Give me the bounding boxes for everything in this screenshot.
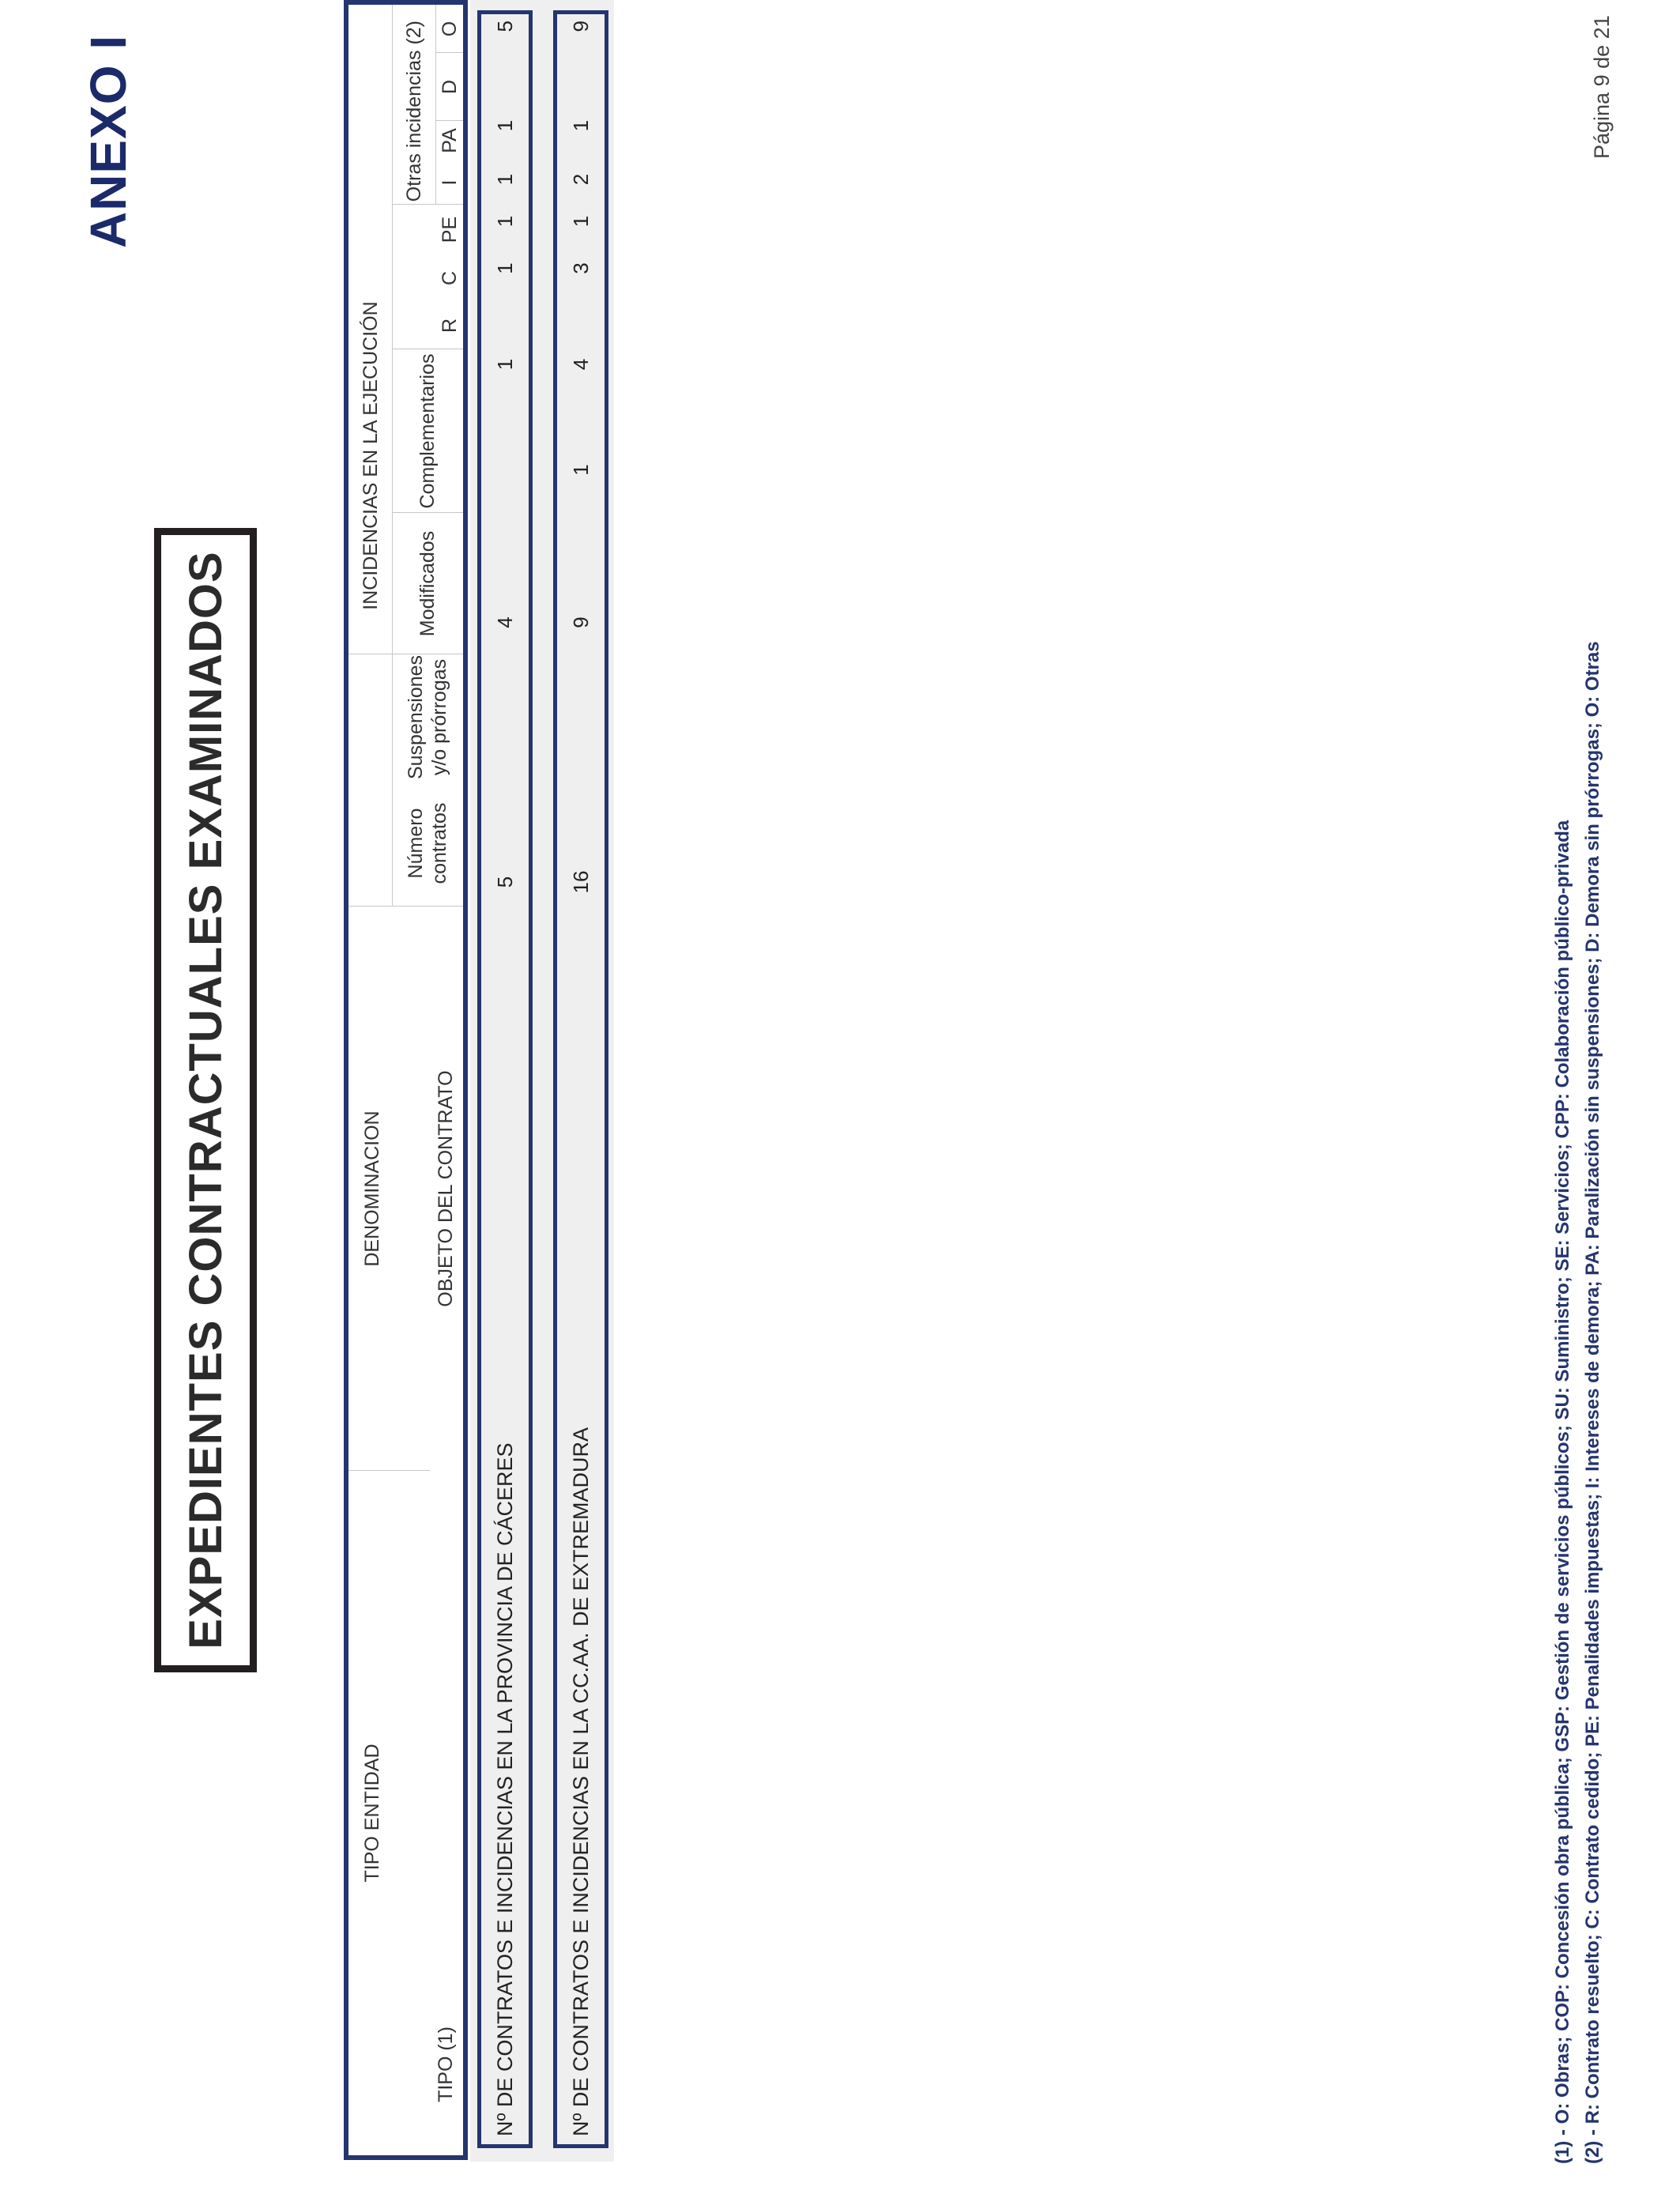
- cell-pa: 2: [568, 173, 593, 186]
- header-complementarios: Complementarios: [416, 353, 439, 509]
- cell-modificados: 9: [568, 616, 593, 628]
- header-numero-line1: Número: [405, 808, 427, 879]
- header-otras: Otras incidencias (2): [402, 21, 425, 202]
- cell-suspensiones: [557, 693, 605, 819]
- header-suspensiones-line2: y/o prórrogas: [428, 658, 450, 776]
- header-modificados: Modificados: [416, 530, 439, 637]
- page-title-box: [154, 528, 257, 1672]
- cell-i: 1: [568, 215, 593, 228]
- cell-d: 1: [492, 119, 517, 132]
- cell-pe: 1: [492, 262, 517, 274]
- header-sub-o: O: [438, 21, 461, 37]
- header-numero-line2: contratos: [428, 802, 450, 884]
- header-numero: [392, 780, 463, 907]
- page-number: Página 9 de 21: [1590, 15, 1614, 159]
- cell-pe: 3: [568, 262, 593, 274]
- header-suspensiones: [392, 654, 463, 780]
- cell-modificados: 4: [492, 616, 517, 628]
- table-header: [344, 0, 468, 2160]
- cell-complementarios: [481, 388, 529, 552]
- header-sub-r: R: [438, 318, 461, 334]
- cell-o: 5: [492, 21, 517, 32]
- cell-d: 1: [568, 119, 593, 132]
- cell-r: 1: [492, 358, 517, 371]
- header-incidencias: INCIDENCIAS EN LA EJECUCIÓN: [359, 301, 382, 610]
- annex-title: ANEXO I: [80, 34, 137, 248]
- row-label: Nº DE CONTRATOS E INCIDENCIAS EN LA PROVINCIA DE CÁCERES: [492, 1442, 517, 2136]
- footnote-2: (2) - R: Contrato resuelto; C: Contrato cedido; PE: Penalidades impuestas; I: Intereses de demora; PA: Paralización sin suspensiones; D: Demora sin prórrogas; O: Otras: [1582, 641, 1603, 2164]
- footnote-1: (1) - O: Obras; COP: Concesión obra pública; GSP: Gestión de servicios públicos; SU: Suministro; SE: Servicios; CPP: Colaboración público-privada: [1552, 820, 1573, 2164]
- header-sub-i: I: [438, 179, 461, 186]
- page-title: EXPEDIENTES CONTRACTUALES EXAMINADOS: [179, 551, 232, 1649]
- header-sub-d: D: [438, 79, 461, 95]
- table-row: [477, 10, 533, 2148]
- cell-r: 4: [568, 358, 593, 371]
- cell-numero: 5: [492, 876, 517, 888]
- cell-pa: 1: [492, 173, 517, 186]
- cell-numero: 16: [568, 870, 593, 894]
- header-tipo: TIPO (1): [434, 2026, 457, 2102]
- header-denominacion: DENOMINACION: [361, 1110, 383, 1267]
- row-label: Nº DE CONTRATOS E INCIDENCIAS EN LA CC.AA. DE EXTREMADURA: [568, 1427, 593, 2136]
- cell-complementarios: 1: [568, 464, 593, 476]
- cell-i: 1: [492, 215, 517, 228]
- table-row: [553, 10, 608, 2148]
- cell-suspensiones: [481, 693, 529, 819]
- header-sub-pa: PA: [438, 128, 461, 153]
- header-tipo-entidad: TIPO ENTIDAD: [361, 1744, 383, 1883]
- cell-o: 9: [568, 21, 593, 32]
- header-objeto: OBJETO DEL CONTRATO: [434, 1070, 457, 1307]
- header-suspensiones-line1: Suspensiones: [405, 654, 427, 780]
- cell-c: [557, 293, 605, 341]
- header-sub-c: C: [438, 270, 461, 286]
- cell-c: [481, 293, 529, 341]
- header-sub-pe: PE: [438, 216, 461, 243]
